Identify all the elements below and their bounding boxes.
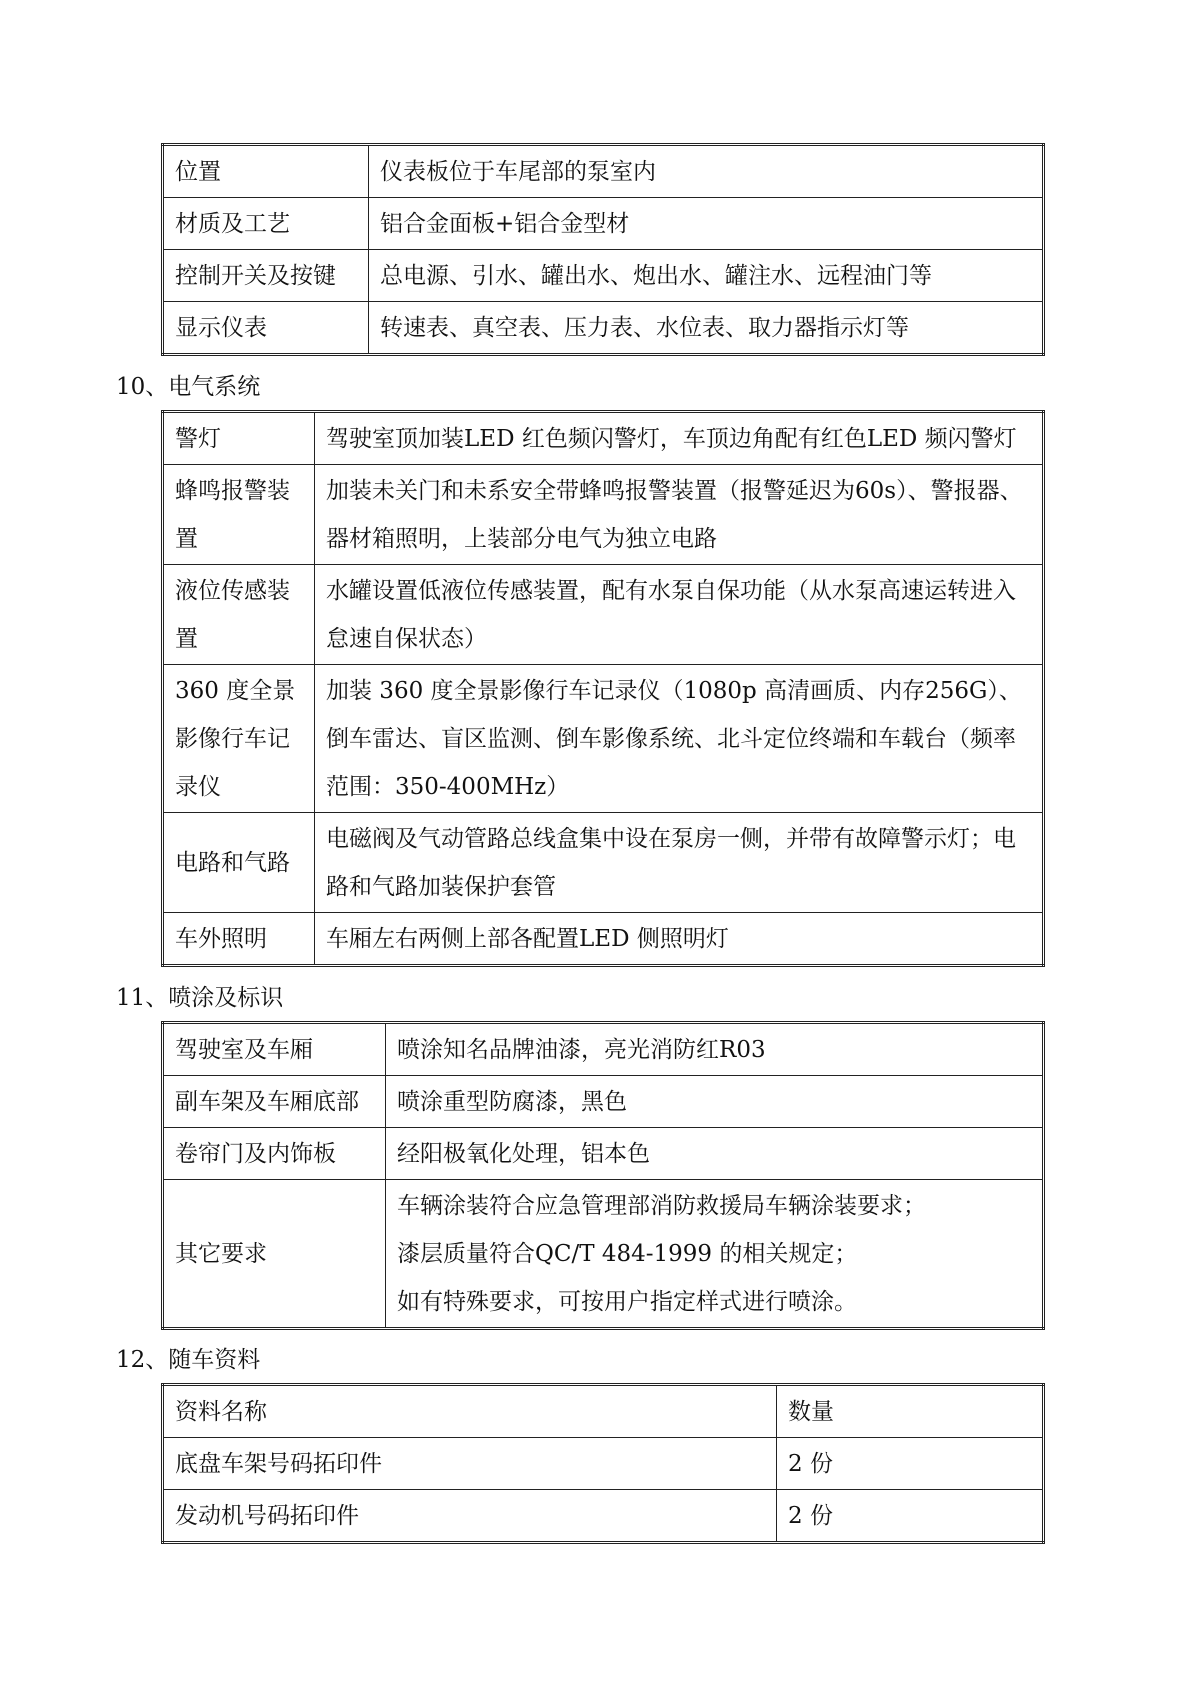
section-heading-docs: 12、随车资料: [116, 1347, 261, 1373]
row-value: 驾驶室顶加装LED 红色频闪警灯，车顶边角配有红色LED 频闪警灯: [315, 412, 1044, 465]
table-row: [163, 565, 1044, 665]
table-row: [163, 1180, 1044, 1329]
table-row: [163, 465, 1044, 565]
column-header: 资料名称: [163, 1385, 777, 1438]
row-label: 显示仪表: [163, 302, 369, 355]
row-label: 警灯: [163, 412, 315, 465]
row-value: 仪表板位于车尾部的泵室内: [369, 145, 1044, 198]
requirement-line: 漆层质量符合QC/T 484-1999 的相关规定；: [397, 1241, 858, 1267]
row-value: [386, 1180, 1044, 1329]
table-row: [163, 250, 1044, 302]
row-value: 总电源、引水、罐出水、炮出水、罐注水、远程油门等: [369, 250, 1044, 302]
row-label: 卷帘门及内饰板: [163, 1128, 386, 1180]
doc-qty: 2 份: [777, 1490, 1044, 1543]
row-value: 车厢左右两侧上部各配置LED 侧照明灯: [315, 913, 1044, 966]
requirement-line: 如有特殊要求，可按用户指定样式进行喷涂。: [397, 1289, 857, 1315]
row-value: 转速表、真空表、压力表、水位表、取力器指示灯等: [369, 302, 1044, 355]
doc-name: 发动机号码拓印件: [163, 1490, 777, 1543]
doc-name: 底盘车架号码拓印件: [163, 1438, 777, 1490]
table-row: [163, 302, 1044, 355]
row-label: 材质及工艺: [163, 198, 369, 250]
requirement-line: 车辆涂装符合应急管理部消防救援局车辆涂装要求；: [397, 1193, 926, 1219]
row-value: 电磁阀及气动管路总线盒集中设在泵房一侧，并带有故障警示灯；电路和气路加装保护套管: [315, 813, 1044, 913]
panel-spec-table: [161, 143, 1045, 356]
section-heading-electric: 10、电气系统: [116, 374, 261, 400]
row-value: 喷涂知名品牌油漆，亮光消防红R03: [386, 1023, 1044, 1076]
row-value: 经阳极氧化处理，铝本色: [386, 1128, 1044, 1180]
table-row: [163, 665, 1044, 813]
row-label: 其它要求: [163, 1180, 386, 1329]
table-row: [163, 813, 1044, 913]
table-row: [163, 1023, 1044, 1076]
row-label: 电路和气路: [163, 813, 315, 913]
row-label: 控制开关及按键: [163, 250, 369, 302]
table-row: [163, 412, 1044, 465]
table-row: [163, 145, 1044, 198]
table-row: [163, 198, 1044, 250]
row-label: 360 度全景影像行车记录仪: [163, 665, 315, 813]
doc-qty: 2 份: [777, 1438, 1044, 1490]
row-label: 蜂鸣报警装置: [163, 465, 315, 565]
table-row: [163, 1128, 1044, 1180]
column-header: 数量: [777, 1385, 1044, 1438]
row-label: 副车架及车厢底部: [163, 1076, 386, 1128]
table-row: [163, 913, 1044, 966]
table-header-row: [163, 1385, 1044, 1438]
row-label: 车外照明: [163, 913, 315, 966]
table-row: [163, 1076, 1044, 1128]
row-label: 驾驶室及车厢: [163, 1023, 386, 1076]
section-heading-paint: 11、喷涂及标识: [116, 985, 284, 1011]
row-value: 铝合金面板+铝合金型材: [369, 198, 1044, 250]
table-row: [163, 1438, 1044, 1490]
table-row: [163, 1490, 1044, 1543]
row-label: 位置: [163, 145, 369, 198]
paint-spec-table: [161, 1021, 1045, 1330]
docs-table: [161, 1383, 1045, 1544]
row-value: 加装 360 度全景影像行车记录仪（1080p 高清画质、内存256G）、倒车雷达、盲区监测、倒车影像系统、北斗定位终端和车载台（频率范围：350-400MHz）: [315, 665, 1044, 813]
electric-spec-table: [161, 410, 1045, 967]
row-value: 加装未关门和未系安全带蜂鸣报警装置（报警延迟为60s）、警报器、器材箱照明，上装部分电气为独立电路: [315, 465, 1044, 565]
row-label: 液位传感装置: [163, 565, 315, 665]
row-value: 水罐设置低液位传感装置，配有水泵自保功能（从水泵高速运转进入怠速自保状态）: [315, 565, 1044, 665]
row-value: 喷涂重型防腐漆，黑色: [386, 1076, 1044, 1128]
